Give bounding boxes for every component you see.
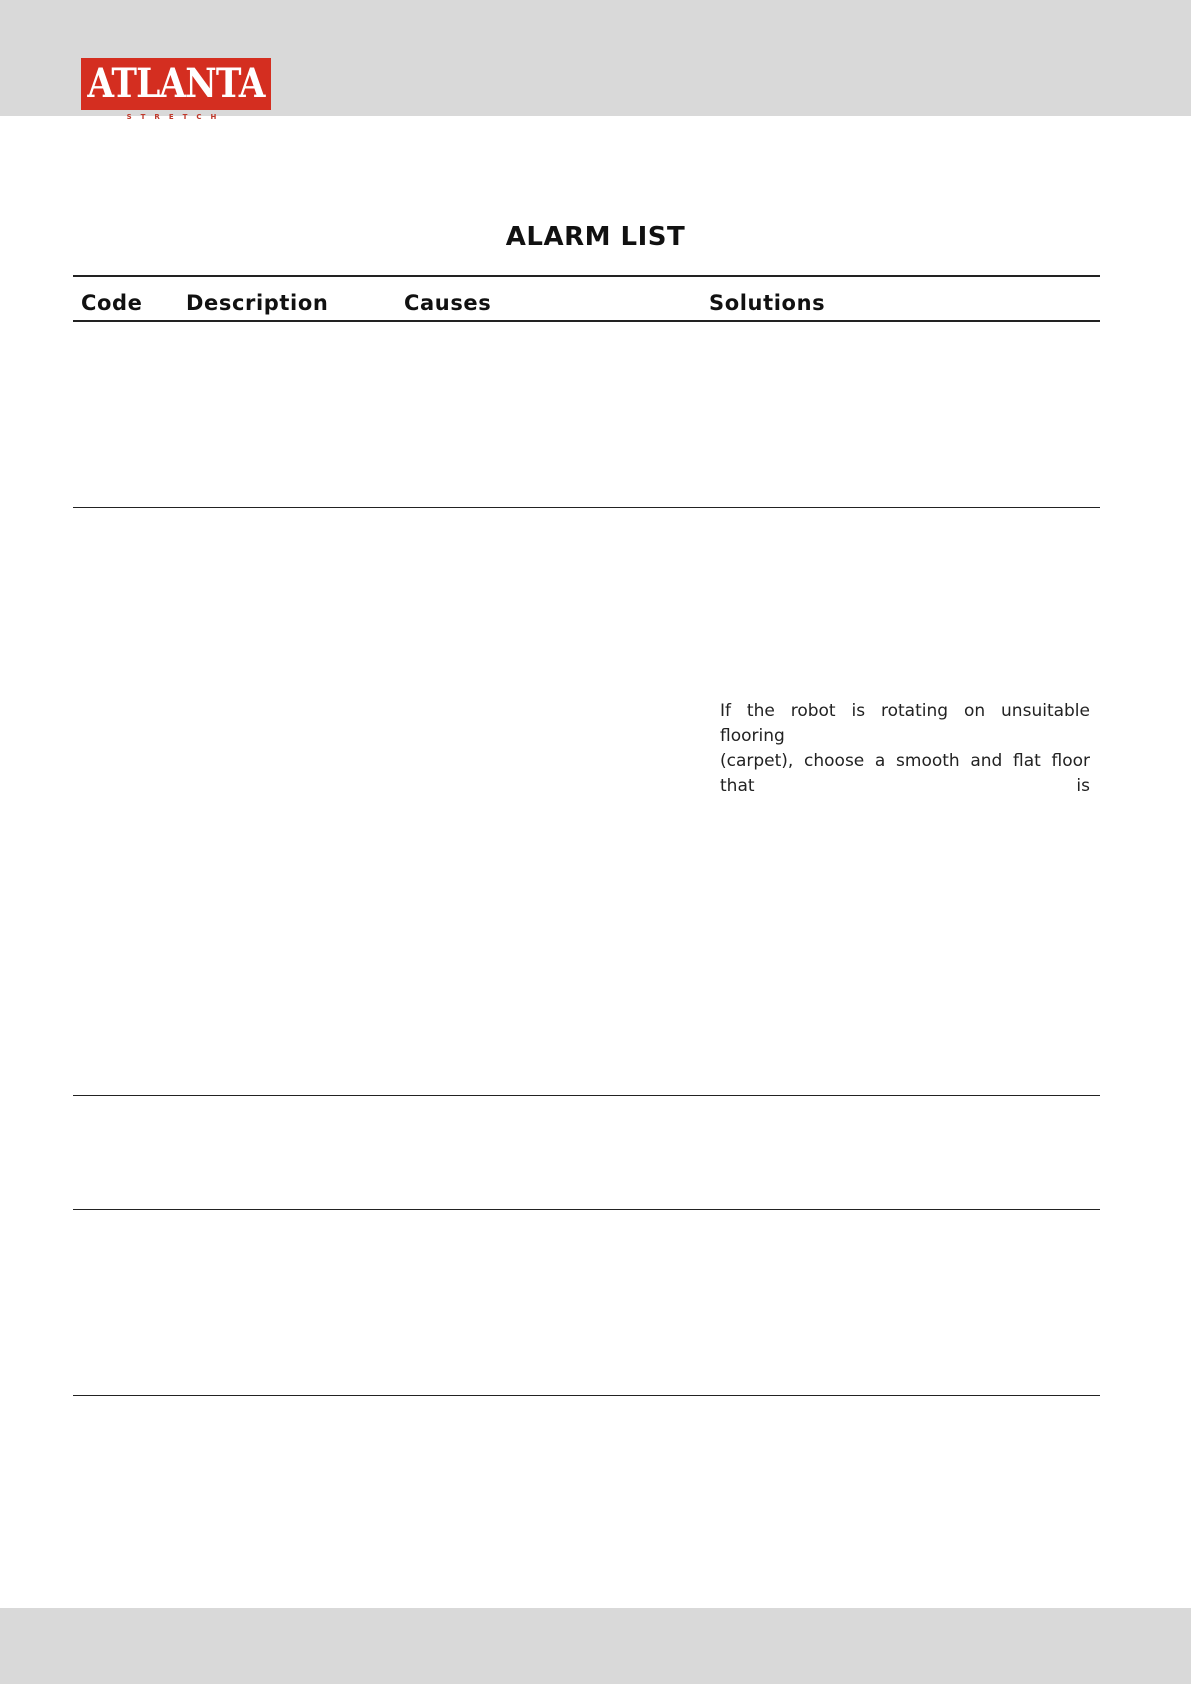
column-header-code: Code — [81, 291, 143, 315]
brand-logo — [81, 58, 271, 124]
column-header-solutions: Solutions — [709, 291, 826, 315]
logo-badge — [81, 58, 271, 110]
table-header-rule — [73, 320, 1100, 322]
solution-line-2: (carpet), choose a smooth and flat floor that is — [720, 751, 1090, 796]
column-header-description: Description — [186, 291, 329, 315]
row-divider-2 — [73, 1095, 1100, 1096]
page-title: ALARM LIST — [505, 222, 686, 252]
row-divider-3 — [73, 1209, 1100, 1210]
solution-line-1: If the robot is rotating on unsuitable flooring — [720, 701, 1090, 746]
solution-cell-text — [720, 699, 1090, 799]
table-top-rule — [73, 275, 1100, 277]
logo-wordmark: ATLANTA — [87, 60, 265, 107]
row-divider-1 — [73, 507, 1100, 508]
column-header-causes: Causes — [404, 291, 492, 315]
footer-band — [0, 1608, 1191, 1684]
row-divider-4 — [73, 1395, 1100, 1396]
logo-tagline: STRETCH — [126, 113, 226, 121]
